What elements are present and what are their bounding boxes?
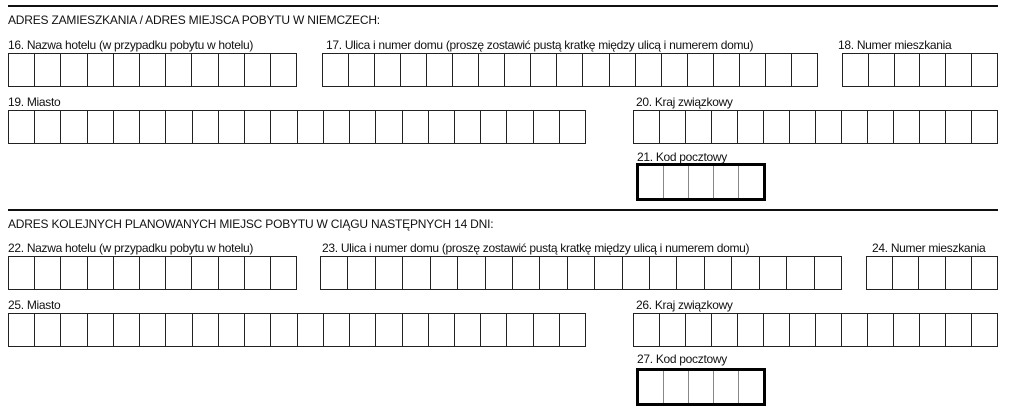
character-box[interactable] [919,111,945,143]
character-box[interactable] [430,257,457,289]
character-box[interactable] [533,314,559,346]
character-box[interactable] [270,257,296,289]
character-box[interactable] [687,54,713,86]
hotel-name-label: 16. Nazwa hotelu (w przypadku pobytu w hotelu) [8,38,254,52]
character-box[interactable] [60,54,86,86]
character-box[interactable] [609,54,635,86]
section-title-residence: ADRES ZAMIESZKANIA / ADRES MIEJSCA POBYTU W NIEMCZECH: [8,13,380,27]
character-box[interactable] [457,257,484,289]
character-box[interactable] [218,111,244,143]
street-label-2: 23. Ulica i numer domu (proszę zostawić pustą kratkę między ulicą i numerem domu) [322,241,750,255]
character-box[interactable] [639,371,663,403]
character-box[interactable] [323,111,349,143]
character-box[interactable] [192,314,218,346]
character-box[interactable] [113,257,139,289]
character-box[interactable] [786,257,813,289]
character-box[interactable] [738,166,763,198]
character-box[interactable] [270,314,296,346]
character-box[interactable] [738,371,763,403]
character-box[interactable] [426,54,452,86]
character-box[interactable] [323,314,349,346]
character-box[interactable] [759,257,786,289]
character-box[interactable] [375,111,401,143]
character-box[interactable] [321,257,347,289]
character-box[interactable] [530,54,556,86]
character-box[interactable] [244,257,270,289]
character-box[interactable] [349,314,375,346]
character-box[interactable] [139,257,165,289]
character-box[interactable] [971,257,997,289]
character-box[interactable] [661,54,687,86]
postal-code-label: 21. Kod pocztowy [637,150,727,164]
character-box[interactable] [9,54,34,86]
postal-code-field-2[interactable] [636,368,766,406]
character-box[interactable] [711,314,737,346]
character-box[interactable] [867,314,893,346]
character-box[interactable] [113,111,139,143]
character-box[interactable] [841,314,867,346]
character-box[interactable] [634,111,659,143]
character-box[interactable] [218,257,244,289]
character-box[interactable] [485,257,512,289]
character-box[interactable] [113,54,139,86]
street-label: 17. Ulica i numer domu (proszę zostawić pustą kratkę między ulicą i numerem domu) [326,38,754,52]
character-box[interactable] [713,54,739,86]
character-box[interactable] [789,314,815,346]
character-box[interactable] [945,257,971,289]
character-box[interactable] [737,111,763,143]
postal-code-field[interactable] [636,163,766,201]
character-box[interactable] [87,257,113,289]
character-box[interactable] [622,257,649,289]
state-label-2: 26. Kraj związkowy [636,298,733,312]
character-box[interactable] [270,54,296,86]
character-box[interactable] [704,257,731,289]
character-box[interactable] [375,257,402,289]
character-box[interactable] [739,54,765,86]
character-box[interactable] [400,54,426,86]
character-box[interactable] [791,54,817,86]
character-box[interactable] [688,371,713,403]
street-field[interactable] [322,53,818,87]
character-box[interactable] [374,54,400,86]
city-field-2[interactable] [8,313,586,347]
character-box[interactable] [582,54,608,86]
character-box[interactable] [244,111,270,143]
character-box[interactable] [375,314,401,346]
character-box[interactable] [971,54,997,86]
character-box[interactable] [191,54,217,86]
character-box[interactable] [139,314,165,346]
character-box[interactable] [504,54,530,86]
character-box[interactable] [649,257,676,289]
character-box[interactable] [428,111,454,143]
character-box[interactable] [454,314,480,346]
apartment-number-field[interactable] [842,53,998,87]
character-box[interactable] [765,54,791,86]
character-box[interactable] [9,257,34,289]
character-box[interactable] [893,111,919,143]
character-box[interactable] [713,371,738,403]
character-box[interactable] [60,314,86,346]
character-box[interactable] [506,111,532,143]
character-box[interactable] [559,314,585,346]
state-label: 20. Kraj związkowy [636,95,733,109]
character-box[interactable] [945,54,971,86]
hotel-name-field-2[interactable] [8,256,297,290]
character-box[interactable] [919,54,945,86]
character-box[interactable] [34,314,60,346]
character-box[interactable] [506,314,532,346]
character-box[interactable] [815,314,841,346]
street-field-2[interactable] [320,256,842,290]
postal-code-label-2: 27. Kod pocztowy [637,352,727,366]
character-box[interactable] [594,257,621,289]
character-box[interactable] [688,166,713,198]
character-box[interactable] [87,111,113,143]
character-box[interactable] [737,314,763,346]
character-box[interactable] [639,166,663,198]
apartment-number-label: 18. Numer mieszkania [838,38,952,52]
character-box[interactable] [685,314,711,346]
apartment-number-field-2[interactable] [866,256,998,290]
character-box[interactable] [789,111,815,143]
section-divider-1 [8,5,998,7]
character-box[interactable] [452,54,478,86]
character-box[interactable] [165,54,191,86]
character-box[interactable] [814,257,841,289]
character-box[interactable] [919,314,945,346]
character-box[interactable] [34,54,60,86]
character-box[interactable] [731,257,758,289]
character-box[interactable] [218,54,244,86]
character-box[interactable] [402,111,428,143]
character-box[interactable] [867,257,892,289]
character-box[interactable] [676,257,703,289]
character-box[interactable] [533,111,559,143]
character-box[interactable] [763,111,789,143]
character-box[interactable] [635,54,661,86]
character-box[interactable] [9,314,34,346]
character-box[interactable] [685,111,711,143]
character-box[interactable] [349,111,375,143]
character-box[interactable] [892,257,918,289]
character-box[interactable] [139,54,165,86]
character-box[interactable] [663,166,688,198]
hotel-name-label-2: 22. Nazwa hotelu (w przypadku pobytu w hotelu) [8,241,254,255]
character-box[interactable] [480,314,506,346]
character-box[interactable] [348,54,374,86]
character-box[interactable] [244,54,270,86]
character-box[interactable] [34,111,60,143]
character-box[interactable] [270,111,296,143]
character-box[interactable] [323,54,348,86]
character-box[interactable] [165,257,191,289]
character-box[interactable] [218,314,244,346]
character-box[interactable] [713,166,738,198]
character-box[interactable] [893,314,919,346]
city-field[interactable] [8,110,586,144]
character-box[interactable] [347,257,374,289]
character-box[interactable] [87,314,113,346]
character-box[interactable] [297,111,323,143]
character-box[interactable] [402,314,428,346]
character-box[interactable] [841,111,867,143]
character-box[interactable] [659,111,685,143]
character-box[interactable] [165,111,191,143]
character-box[interactable] [971,111,997,143]
character-box[interactable] [87,54,113,86]
section-divider-2 [8,209,998,211]
character-box[interactable] [711,111,737,143]
character-box[interactable] [428,314,454,346]
character-box[interactable] [867,111,893,143]
character-box[interactable] [559,111,585,143]
character-box[interactable] [539,257,566,289]
character-box[interactable] [659,314,685,346]
character-box[interactable] [113,314,139,346]
character-box[interactable] [894,54,920,86]
character-box[interactable] [971,314,997,346]
character-box[interactable] [60,111,86,143]
character-box[interactable] [402,257,429,289]
character-box[interactable] [843,54,868,86]
character-box[interactable] [60,257,86,289]
character-box[interactable] [192,111,218,143]
character-box[interactable] [9,111,34,143]
character-box[interactable] [556,54,582,86]
character-box[interactable] [945,111,971,143]
state-field-2[interactable] [633,313,998,347]
character-box[interactable] [454,111,480,143]
character-box[interactable] [663,371,688,403]
state-field[interactable] [633,110,998,144]
character-box[interactable] [918,257,944,289]
character-box[interactable] [478,54,504,86]
section-title-planned-stays: ADRES KOLEJNYCH PLANOWANYCH MIEJSC POBYTU W CIĄGU NASTĘPNYCH 14 DNI: [8,217,494,231]
character-box[interactable] [815,111,841,143]
character-box[interactable] [297,314,323,346]
character-box[interactable] [480,111,506,143]
character-box[interactable] [244,314,270,346]
hotel-name-field[interactable] [8,53,297,87]
character-box[interactable] [945,314,971,346]
character-box[interactable] [139,111,165,143]
character-box[interactable] [868,54,894,86]
character-box[interactable] [34,257,60,289]
character-box[interactable] [763,314,789,346]
character-box[interactable] [567,257,594,289]
character-box[interactable] [634,314,659,346]
character-box[interactable] [165,314,191,346]
city-label-2: 25. Miasto [8,298,61,312]
apartment-number-label-2: 24. Numer mieszkania [872,241,986,255]
character-box[interactable] [512,257,539,289]
city-label: 19. Miasto [8,95,61,109]
character-box[interactable] [191,257,217,289]
